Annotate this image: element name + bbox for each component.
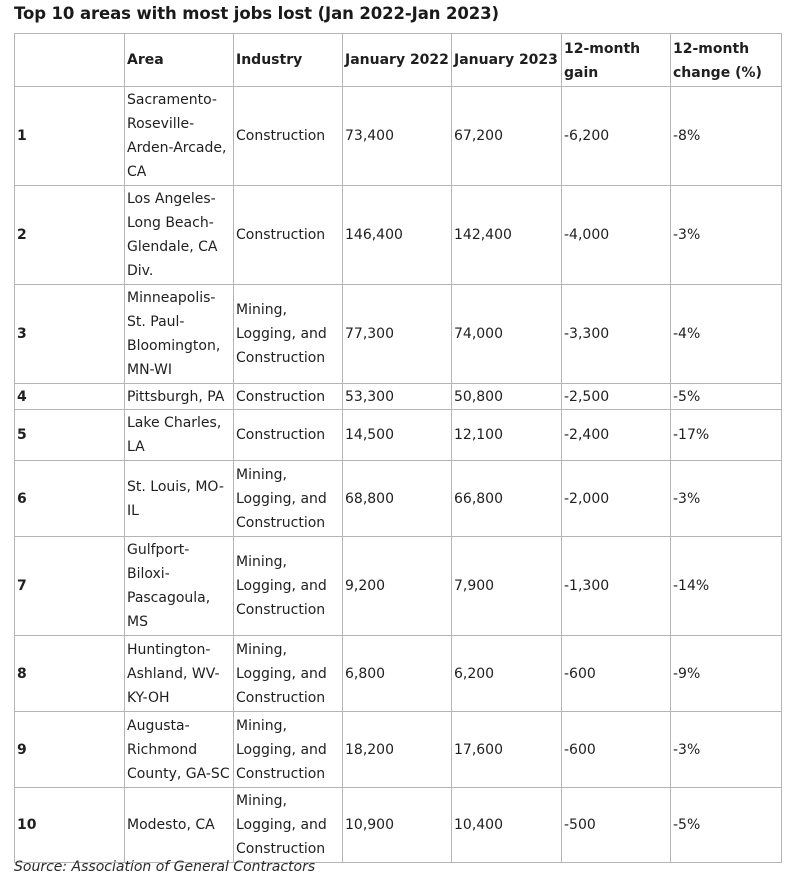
- area-cell: Modesto, CA: [125, 788, 234, 863]
- column-header-industry: Industry: [234, 34, 343, 87]
- gain-cell: -6,200: [562, 87, 671, 186]
- change-cell: -4%: [671, 285, 782, 384]
- january-2023-cell: 7,900: [452, 537, 562, 636]
- gain-cell: -500: [562, 788, 671, 863]
- gain-cell: -2,400: [562, 410, 671, 461]
- industry-cell: Mining, Logging, and Construction: [234, 636, 343, 712]
- industry-cell: Construction: [234, 186, 343, 285]
- industry-cell: Construction: [234, 87, 343, 186]
- rank-cell: 3: [15, 285, 125, 384]
- january-2023-cell: 67,200: [452, 87, 562, 186]
- rank-cell: 9: [15, 712, 125, 788]
- gain-cell: -2,000: [562, 461, 671, 537]
- column-header-january-2023: January 2023: [452, 34, 562, 87]
- rank-cell: 2: [15, 186, 125, 285]
- january-2023-cell: 10,400: [452, 788, 562, 863]
- area-cell: Sacramento-Roseville-Arden-Arcade, CA: [125, 87, 234, 186]
- january-2023-cell: 50,800: [452, 384, 562, 410]
- table-row: [15, 712, 782, 788]
- change-cell: -17%: [671, 410, 782, 461]
- industry-cell: Mining, Logging, and Construction: [234, 461, 343, 537]
- gain-cell: -600: [562, 712, 671, 788]
- area-cell: Lake Charles, LA: [125, 410, 234, 461]
- change-cell: -5%: [671, 384, 782, 410]
- jobs-lost-table: [14, 33, 782, 863]
- gain-cell: -600: [562, 636, 671, 712]
- rank-cell: 1: [15, 87, 125, 186]
- column-header-rank: [15, 34, 125, 87]
- january-2022-cell: 53,300: [343, 384, 452, 410]
- area-cell: Los Angeles-Long Beach-Glendale, CA Div.: [125, 186, 234, 285]
- column-header-area: Area: [125, 34, 234, 87]
- industry-cell: Mining, Logging, and Construction: [234, 285, 343, 384]
- table-row: [15, 537, 782, 636]
- industry-cell: Construction: [234, 384, 343, 410]
- column-header-12-month-change: 12-month change (%): [671, 34, 782, 87]
- january-2022-cell: 18,200: [343, 712, 452, 788]
- table-row: [15, 384, 782, 410]
- rank-cell: 6: [15, 461, 125, 537]
- column-header-12-month-gain: 12-month gain: [562, 34, 671, 87]
- area-cell: Augusta-Richmond County, GA-SC: [125, 712, 234, 788]
- january-2022-cell: 73,400: [343, 87, 452, 186]
- rank-cell: 8: [15, 636, 125, 712]
- page-title: Top 10 areas with most jobs lost (Jan 2022-Jan 2023): [14, 4, 499, 23]
- rank-cell: 4: [15, 384, 125, 410]
- column-header-january-2022: January 2022: [343, 34, 452, 87]
- january-2023-cell: 66,800: [452, 461, 562, 537]
- table-header-row: [15, 34, 782, 87]
- january-2022-cell: 10,900: [343, 788, 452, 863]
- change-cell: -14%: [671, 537, 782, 636]
- area-cell: Minneapolis-St. Paul-Bloomington, MN-WI: [125, 285, 234, 384]
- january-2023-cell: 6,200: [452, 636, 562, 712]
- change-cell: -8%: [671, 87, 782, 186]
- industry-cell: Mining, Logging, and Construction: [234, 537, 343, 636]
- table-row: [15, 87, 782, 186]
- january-2023-cell: 142,400: [452, 186, 562, 285]
- table-row: [15, 788, 782, 863]
- january-2022-cell: 77,300: [343, 285, 452, 384]
- change-cell: -3%: [671, 712, 782, 788]
- january-2022-cell: 146,400: [343, 186, 452, 285]
- january-2023-cell: 74,000: [452, 285, 562, 384]
- change-cell: -3%: [671, 461, 782, 537]
- source-note: Source: Association of General Contractors: [14, 859, 316, 875]
- january-2022-cell: 9,200: [343, 537, 452, 636]
- gain-cell: -1,300: [562, 537, 671, 636]
- january-2022-cell: 68,800: [343, 461, 452, 537]
- table-row: [15, 186, 782, 285]
- rank-cell: 7: [15, 537, 125, 636]
- change-cell: -9%: [671, 636, 782, 712]
- change-cell: -5%: [671, 788, 782, 863]
- area-cell: Gulfport-Biloxi-Pascagoula, MS: [125, 537, 234, 636]
- table-row: [15, 285, 782, 384]
- area-cell: Huntington-Ashland, WV-KY-OH: [125, 636, 234, 712]
- table-row: [15, 636, 782, 712]
- gain-cell: -4,000: [562, 186, 671, 285]
- rank-cell: 5: [15, 410, 125, 461]
- gain-cell: -2,500: [562, 384, 671, 410]
- area-cell: St. Louis, MO-IL: [125, 461, 234, 537]
- area-cell: Pittsburgh, PA: [125, 384, 234, 410]
- january-2023-cell: 17,600: [452, 712, 562, 788]
- table-row: [15, 461, 782, 537]
- gain-cell: -3,300: [562, 285, 671, 384]
- january-2023-cell: 12,100: [452, 410, 562, 461]
- january-2022-cell: 14,500: [343, 410, 452, 461]
- industry-cell: Mining, Logging, and Construction: [234, 712, 343, 788]
- industry-cell: Construction: [234, 410, 343, 461]
- rank-cell: 10: [15, 788, 125, 863]
- change-cell: -3%: [671, 186, 782, 285]
- january-2022-cell: 6,800: [343, 636, 452, 712]
- table-row: [15, 410, 782, 461]
- industry-cell: Mining, Logging, and Construction: [234, 788, 343, 863]
